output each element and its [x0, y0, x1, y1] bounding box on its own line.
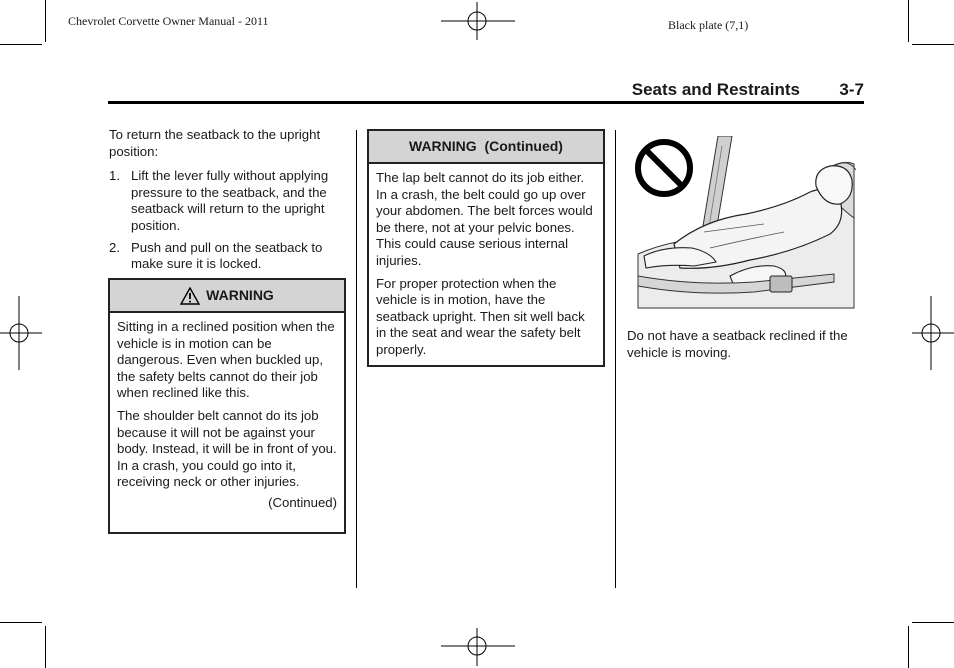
- step-text: Push and pull on the seatback to make sure it is locked.: [131, 239, 323, 272]
- warning-box: [108, 278, 346, 534]
- step-number: 1.: [109, 168, 120, 184]
- registration-mark-top: [441, 2, 515, 40]
- crop-mark: [0, 622, 42, 623]
- crop-mark: [45, 0, 46, 42]
- warning-paragraph: Sitting in a reclined position when the vehicle is in motion can be dangerous. Even when buckled up, the safety belts cannot do their job when reclined like this.: [117, 319, 335, 401]
- section-rule: [108, 101, 864, 104]
- crop-mark: [912, 622, 954, 623]
- warning-paragraph: The shoulder belt cannot do its job because it will not be against your body. Instead, it will be in front of you. In a crash, you could go into it, receiving neck or other injuries.: [117, 407, 337, 490]
- column-1: [109, 127, 349, 278]
- section-header: [560, 80, 864, 100]
- warning-paragraph: For proper protection when the vehicle is in motion, have the seatback upright. Then sit well back in the seat and wear the safety belt properly.: [376, 275, 585, 357]
- warning-title: WARNING (Continued): [409, 138, 563, 155]
- step-number: 2.: [109, 239, 120, 255]
- warning-header: [369, 131, 603, 164]
- step-text: Lift the lever fully without applying pressure to the seatback, and the seatback will return to the upright position.: [131, 168, 329, 233]
- crop-mark: [912, 44, 954, 45]
- registration-mark-right: [912, 296, 954, 370]
- manual-title: Chevrolet Corvette Owner Manual - 2011: [68, 14, 269, 28]
- continued-label: (Continued): [268, 494, 337, 510]
- warning-title: WARNING: [206, 287, 274, 304]
- warning-body: [369, 164, 603, 369]
- section-title: Seats and Restraints: [631, 80, 800, 99]
- crop-mark: [0, 44, 42, 45]
- steps-list: [109, 168, 349, 273]
- intro-text: To return the seatback to the upright position:: [109, 127, 321, 159]
- illustration-caption: Do not have a seatback reclined if the vehicle is moving.: [627, 328, 848, 360]
- list-item: [109, 240, 349, 273]
- registration-mark-left: [0, 296, 42, 370]
- crop-mark: [908, 626, 909, 668]
- column-divider: [615, 130, 616, 588]
- column-divider: [356, 130, 357, 588]
- plate-label: Black plate (7,1): [668, 18, 749, 32]
- crop-mark: [45, 626, 46, 668]
- page-number: 3-7: [839, 80, 864, 99]
- list-item: [109, 168, 349, 234]
- warning-body: [110, 313, 344, 516]
- warning-triangle-icon: [180, 287, 200, 305]
- warning-header: [110, 280, 344, 313]
- reclined-passenger-prohibited-illustration: [634, 136, 856, 310]
- warning-paragraph: The lap belt cannot do its job either. In a crash, the belt could go up over your abdomen. The belt forces would be there, not at your pelvic bones. This could cause serious internal injuries.: [376, 170, 593, 268]
- warning-continued-box: [367, 129, 605, 367]
- registration-mark-bottom: [441, 628, 515, 666]
- crop-mark: [908, 0, 909, 42]
